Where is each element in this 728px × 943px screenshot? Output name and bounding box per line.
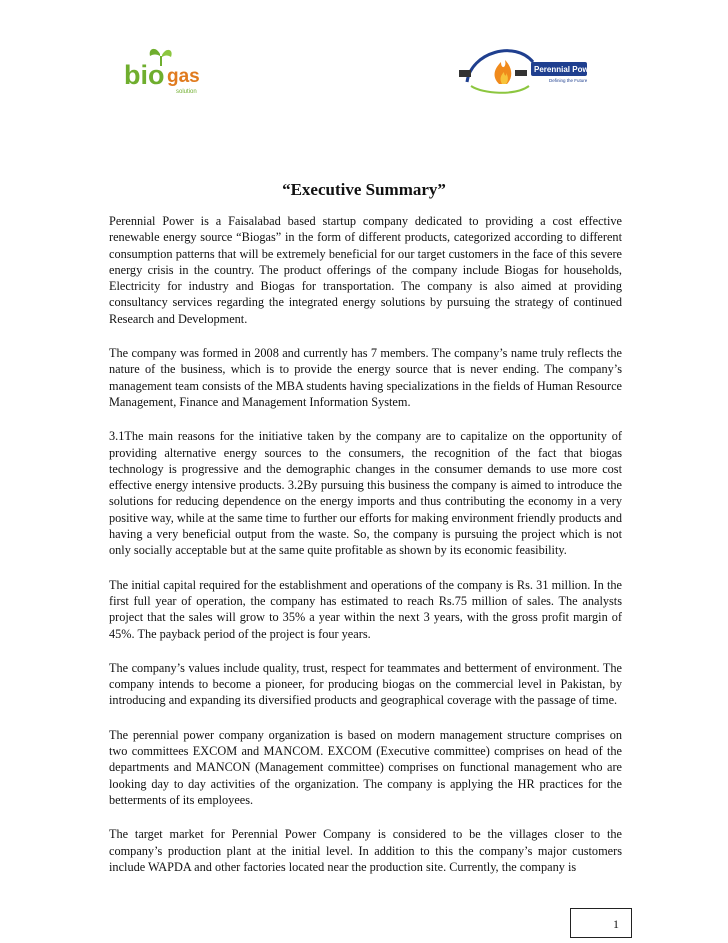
page-number: 1 [613,917,619,931]
section-title: “Executive Summary” [282,180,446,199]
svg-text:Defining the Future: Defining the Future [549,78,588,83]
page-number-box [570,908,632,938]
executive-summary-body [109,213,622,893]
svg-text:gas: gas [167,66,200,87]
paragraph: 3.1The main reasons for the initiative taken by the company are to capitalize on the opportunity of providing alternative energy sources to the consumers, the recognition of the fact that biogas technology is progressive and the demographic changes in the consumer demands to use more cost effective energy intensive products. 3.2By pursuing this business the company is aimed to introduce the solutions for reducing dependence on the energy imports and thus contributing the economy in a very positive way, while at the same time to further our efforts for making environment friendly products and having a very beneficial output from the waste. So, the company is pursuing the project which is not only socially acceptable but at the same quite profitable as shown by its economic feasibility. [109,429,622,558]
paragraph: The company was formed in 2008 and currently has 7 members. The company’s name truly reflects the nature of the business, which is to provide the energy source that is never ending. The company’s management team consists of the MBA students having specializations in the fields of Human Resource Management, Finance and Management Information System. [109,346,622,409]
paragraph: The company’s values include quality, trust, respect for teammates and betterment of environment. The company intends to become a pioneer, for producing biogas on the commercial level in Pakistan, by introducing and expanding its diversified products and geographical coverage with the passage of time. [109,660,622,708]
svg-text:bio: bio [124,60,165,90]
perennial-powers-logo [453,42,601,100]
svg-text:Perennial Powers: Perennial Powers [534,65,601,74]
paragraph: The target market for Perennial Power Company is considered to be the villages closer to the company’s production plant at the initial level. In addition to this the company’s major customers include WAPDA and other factories located near the production site. Currently, the company is [109,827,622,874]
svg-text:solution: solution [176,89,197,95]
paragraph: The initial capital required for the establishment and operations of the company is Rs. 31 million. In the first full year of operation, the company has estimated to reach Rs.75 million of sales. The analysts project that the sales will grow to 35% a year within the next 3 years, with the gross profit margin of 45%. The payback period of the project is four years. [109,577,622,641]
paragraph: Perennial Power is a Faisalabad based startup company dedicated to providing a cost effective renewable energy source “Biogas” in the form of different products, categorized according to different consumption patterns that will be extremely beneficial for our target customers in the face of this severe energy crisis in the country. The product offerings of the company include Biogas for households, Electricity for industry and Biogas for transportation. The company is also aimed at providing consultancy services regarding the integrated energy solutions by pursuing the strategy of continued Research and Development. [109,214,622,326]
biogas-logo [120,44,216,100]
paragraph: The perennial power company organization is based on modern management structure comprises on two committees EXCOM and MANCOM. EXCOM (Executive committee) comprises on head of the departments and MANCON (Management committee) comprises on functional management who are looking day to day activities of the organization. The company is applying the HR practices for the betterments of its employees. [109,727,622,807]
